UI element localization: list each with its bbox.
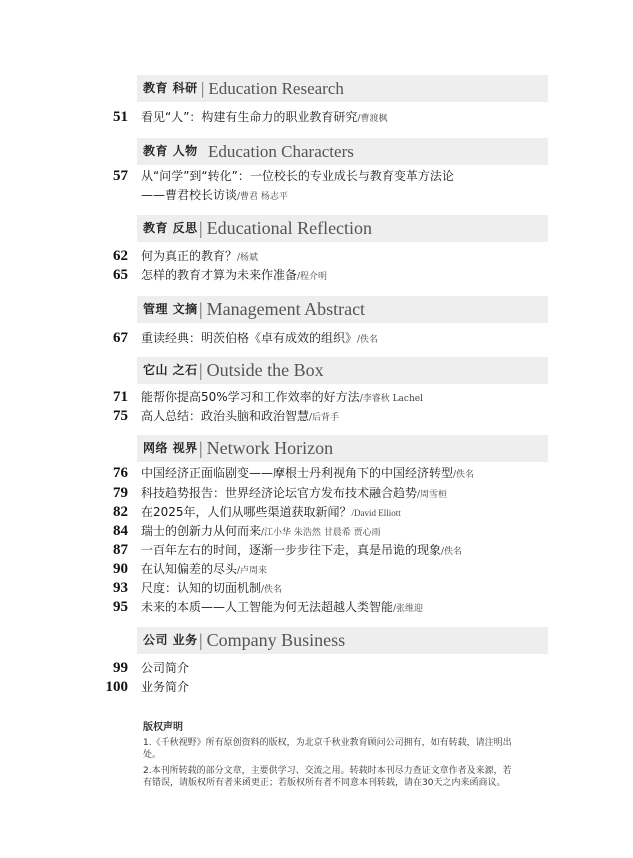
toc-entry[interactable] <box>0 329 633 347</box>
toc-entry[interactable] <box>0 484 633 502</box>
entry-author: /David Elliott <box>351 508 401 518</box>
page-number: 51 <box>113 109 128 125</box>
page-number: 65 <box>113 267 128 283</box>
page-number: 76 <box>113 465 128 481</box>
section-header-network-horizon <box>137 435 548 462</box>
copyright-paragraph-1: 1.《千秋视野》所有原创资料的版权，为北京千秋业教育顾问公司拥有，如有转载，请注明出处。 <box>143 738 512 760</box>
toc-entry[interactable] <box>0 167 633 185</box>
section-header-educational-reflection <box>137 215 548 242</box>
page-number: 62 <box>113 248 128 264</box>
entry-author: /佚名 <box>261 585 283 595</box>
page-number: 82 <box>113 504 128 520</box>
entry-title: 瑞士的创新力从何而来/江小华 朱浩然 甘晨希 贾心雨 <box>141 524 381 538</box>
section-en: | Outside the Box <box>199 360 324 380</box>
toc-entry[interactable] <box>0 560 633 578</box>
toc-entry[interactable] <box>0 541 633 559</box>
toc-entry[interactable] <box>0 388 633 406</box>
section-cn: 教育 科研 <box>143 81 198 95</box>
entry-title: 中国经济正面临剧变——摩根士丹利视角下的中国经济转型/佚名 <box>141 466 475 480</box>
section-cn: 教育 人物 <box>143 144 198 158</box>
entry-title: 看见“人”：构建有生命力的职业教育研究/曹渡枫 <box>141 110 388 124</box>
entry-author: /后背手 <box>309 413 340 423</box>
page-number: 95 <box>113 599 128 615</box>
entry-author: /杨斌 <box>237 253 259 263</box>
toc-entry[interactable] <box>0 522 633 540</box>
entry-title: 科技趋势报告：世界经济论坛官方发布技术融合趋势/周雪桓 <box>141 486 448 500</box>
entry-author: /程介明 <box>297 272 328 282</box>
toc-entry[interactable] <box>0 247 633 265</box>
entry-author: /佚名 <box>357 335 379 345</box>
toc-entry[interactable] <box>0 503 633 521</box>
toc-entry[interactable] <box>0 659 633 677</box>
copyright-title: 版权声明 <box>143 722 183 733</box>
page-number: 99 <box>113 660 128 676</box>
page-number: 93 <box>113 580 128 596</box>
toc-entry[interactable] <box>0 108 633 126</box>
entry-title: 公司简介 <box>141 661 190 675</box>
entry-title: 在2025年，人们从哪些渠道获取新闻？/David Elliott <box>141 505 401 519</box>
entry-title: ——曹君校长访谈/曹君 杨志平 <box>141 188 288 202</box>
page-number: 84 <box>113 523 128 539</box>
page-number: 67 <box>113 330 128 346</box>
entry-title: 业务简介 <box>141 680 190 694</box>
page-number: 71 <box>113 389 128 405</box>
entry-title: 重读经典：明茨伯格《卓有成效的组织》/佚名 <box>141 331 379 345</box>
entry-author: /佚名 <box>441 547 463 557</box>
page-number: 87 <box>113 542 128 558</box>
entry-author: /曹君 杨志平 <box>237 192 288 202</box>
entry-author: /江小华 朱浩然 甘晨希 贾心雨 <box>261 528 381 538</box>
section-cn: 网络 视界 <box>143 441 198 455</box>
toc-entry[interactable] <box>0 598 633 616</box>
entry-title: 怎样的教育才算为未来作准备/程介明 <box>141 268 328 282</box>
toc-entry[interactable] <box>0 579 633 597</box>
entry-title: 高人总结：政治头脑和政治智慧/后背手 <box>141 409 340 423</box>
section-header-management-abstract <box>137 296 548 323</box>
page-number: 75 <box>113 408 128 424</box>
entry-author: /李睿秋 Lachel <box>359 394 423 404</box>
toc-entry[interactable] <box>0 266 633 284</box>
toc-entry-continuation[interactable] <box>0 186 633 204</box>
page-number: 57 <box>113 168 128 184</box>
entry-author: /卢周来 <box>237 566 268 576</box>
entry-title: 一百年左右的时间，逐渐一步步往下走，真是吊诡的现象/佚名 <box>141 543 463 557</box>
entry-title: 在认知偏差的尽头/卢周来 <box>141 562 268 576</box>
section-en: | Management Abstract <box>199 299 366 319</box>
entry-title: 何为真正的教育？/杨斌 <box>141 249 259 263</box>
section-en: | Education Research <box>201 79 344 98</box>
page-number: 79 <box>113 485 128 501</box>
page-number: 100 <box>105 679 128 695</box>
toc-entry[interactable] <box>0 407 633 425</box>
section-cn: 管理 文摘 <box>143 302 198 316</box>
toc-entry[interactable] <box>0 678 633 696</box>
entry-author: /佚名 <box>453 470 475 480</box>
section-cn: 公司 业务 <box>143 633 198 647</box>
section-header-outside-the-box <box>137 357 548 384</box>
section-en: | Educational Reflection <box>199 218 373 238</box>
entry-title: 未来的本质——人工智能为何无法超越人类智能/张维迎 <box>141 600 424 614</box>
section-en: | Company Business <box>199 630 346 650</box>
entry-author: /张维迎 <box>393 604 424 614</box>
section-header-company-business <box>137 627 548 654</box>
section-cn: 教育 反思 <box>143 221 198 235</box>
entry-title: 能帮你提高50%学习和工作效率的好方法/李睿秋 Lachel <box>141 390 423 404</box>
section-en: | Network Horizon <box>199 438 334 458</box>
copyright-paragraph-2: 2.本刊所转载的部分文章，主要供学习、交流之用。转载时本刊尽力查证文章作者及来源，若有错误，请版权所有者来函更正；若版权所有者不同意本刊转载，请在30天之内来函商议。 <box>143 766 512 788</box>
page-number: 90 <box>113 561 128 577</box>
entry-title: 尺度：认知的切面机制/佚名 <box>141 581 283 595</box>
section-header-education-research <box>137 75 548 102</box>
section-en: Education Characters <box>208 142 354 161</box>
section-cn: 它山 之石 <box>143 363 198 377</box>
entry-title: 从“问学”到“转化”：一位校长的专业成长与教育变革方法论 <box>141 169 454 183</box>
entry-author: /周雪桓 <box>417 490 448 500</box>
section-header-education-characters <box>137 138 548 165</box>
toc-entry[interactable] <box>0 464 633 482</box>
entry-author: /曹渡枫 <box>357 114 388 124</box>
